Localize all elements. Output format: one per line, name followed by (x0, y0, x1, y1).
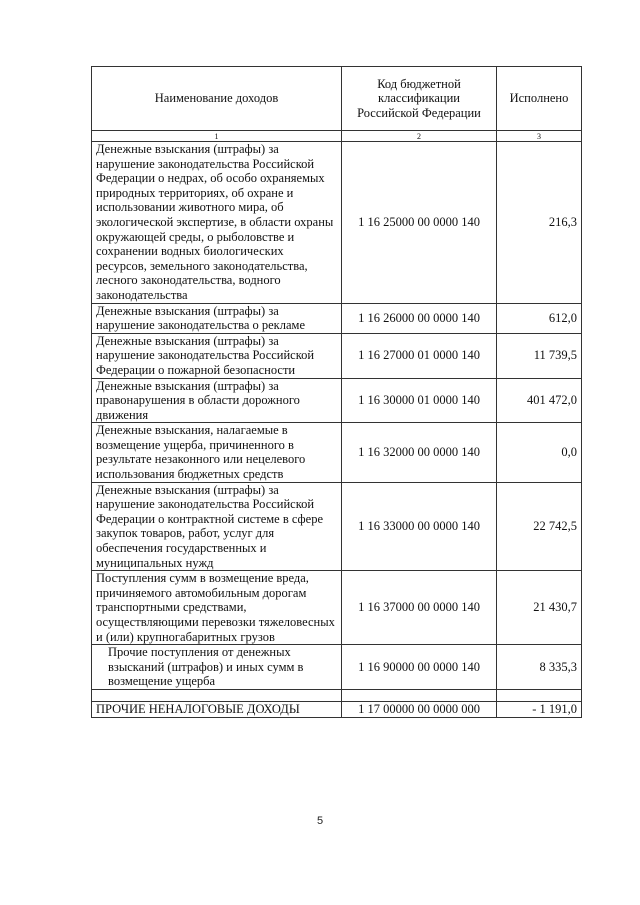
empty-cell (497, 689, 582, 701)
table-row (92, 645, 582, 690)
income-name-cell: Денежные взыскания (штрафы) за нарушение законодательства о рекламе (92, 303, 342, 333)
revenue-table (91, 66, 582, 718)
income-name-cell: Денежные взыскания (штрафы) за нарушение законодательства Российской Федерации о пожарной безопасности (92, 333, 342, 378)
executed-value-cell: 612,0 (497, 303, 582, 333)
page-number: 5 (316, 815, 324, 827)
income-name-cell: Денежные взыскания (штрафы) за правонарушения в области дорожного движения (92, 378, 342, 423)
income-name-cell: Прочие поступления от денежных взысканий (штрафов) и иных сумм в возмещение ущерба (92, 645, 342, 690)
budget-code-cell: 1 16 26000 00 0000 140 (342, 303, 497, 333)
table-row (92, 482, 582, 571)
executed-value-cell: 216,3 (497, 142, 582, 304)
table-row (92, 333, 582, 378)
column-number: 3 (497, 131, 582, 142)
budget-code-cell: 1 16 37000 00 0000 140 (342, 571, 497, 645)
empty-row (92, 689, 582, 701)
table-header-row (92, 67, 582, 131)
table-row (92, 142, 582, 304)
executed-value-cell: 8 335,3 (497, 645, 582, 690)
column-number: 1 (92, 131, 342, 142)
total-code-cell: 1 17 00000 00 0000 000 (342, 701, 497, 717)
total-value-cell: - 1 191,0 (497, 701, 582, 717)
total-name-cell: ПРОЧИЕ НЕНАЛОГОВЫЕ ДОХОДЫ (92, 701, 342, 717)
column-number-row (92, 131, 582, 142)
total-row (92, 701, 582, 717)
empty-cell (92, 689, 342, 701)
budget-code-cell: 1 16 25000 00 0000 140 (342, 142, 497, 304)
header-income-name: Наименование доходов (92, 67, 342, 131)
executed-value-cell: 21 430,7 (497, 571, 582, 645)
budget-code-cell: 1 16 30000 01 0000 140 (342, 378, 497, 423)
budget-code-cell: 1 16 32000 00 0000 140 (342, 423, 497, 482)
table-row (92, 423, 582, 482)
executed-value-cell: 22 742,5 (497, 482, 582, 571)
budget-code-cell: 1 16 27000 01 0000 140 (342, 333, 497, 378)
income-name-cell: Поступления сумм в возмещение вреда, причиняемого автомобильным дорогам транспортными средствами, осуществляющими перевозки тяжеловесных и (или) крупногабаритных грузов (92, 571, 342, 645)
header-budget-code: Код бюджетной классификации Российской Федерации (342, 67, 497, 131)
budget-code-cell: 1 16 33000 00 0000 140 (342, 482, 497, 571)
executed-value-cell: 0,0 (497, 423, 582, 482)
table-row (92, 303, 582, 333)
column-number: 2 (342, 131, 497, 142)
income-name-cell: Денежные взыскания, налагаемые в возмещение ущерба, причиненного в результате незаконного или нецелевого использования бюджетных средств (92, 423, 342, 482)
executed-value-cell: 11 739,5 (497, 333, 582, 378)
table-row (92, 571, 582, 645)
budget-code-cell: 1 16 90000 00 0000 140 (342, 645, 497, 690)
executed-value-cell: 401 472,0 (497, 378, 582, 423)
table-row (92, 378, 582, 423)
income-name-cell: Денежные взыскания (штрафы) за нарушение законодательства Российской Федерации о контрактной системе в сфере закупок товаров, работ, услуг для обеспечения государственных и муниципальных нужд (92, 482, 342, 571)
empty-cell (342, 689, 497, 701)
income-name-cell: Денежные взыскания (штрафы) за нарушение законодательства Российской Федерации о недрах, об особо охраняемых природных территориях, об охране и использовании животного мира, об экологической экспертизе, в области охраны окружающей среды, о рыболовстве и сохранении водных биологических ресурсов, земельного законодательства, лесного законодательства, водного законодательства (92, 142, 342, 304)
header-executed: Исполнено (497, 67, 582, 131)
